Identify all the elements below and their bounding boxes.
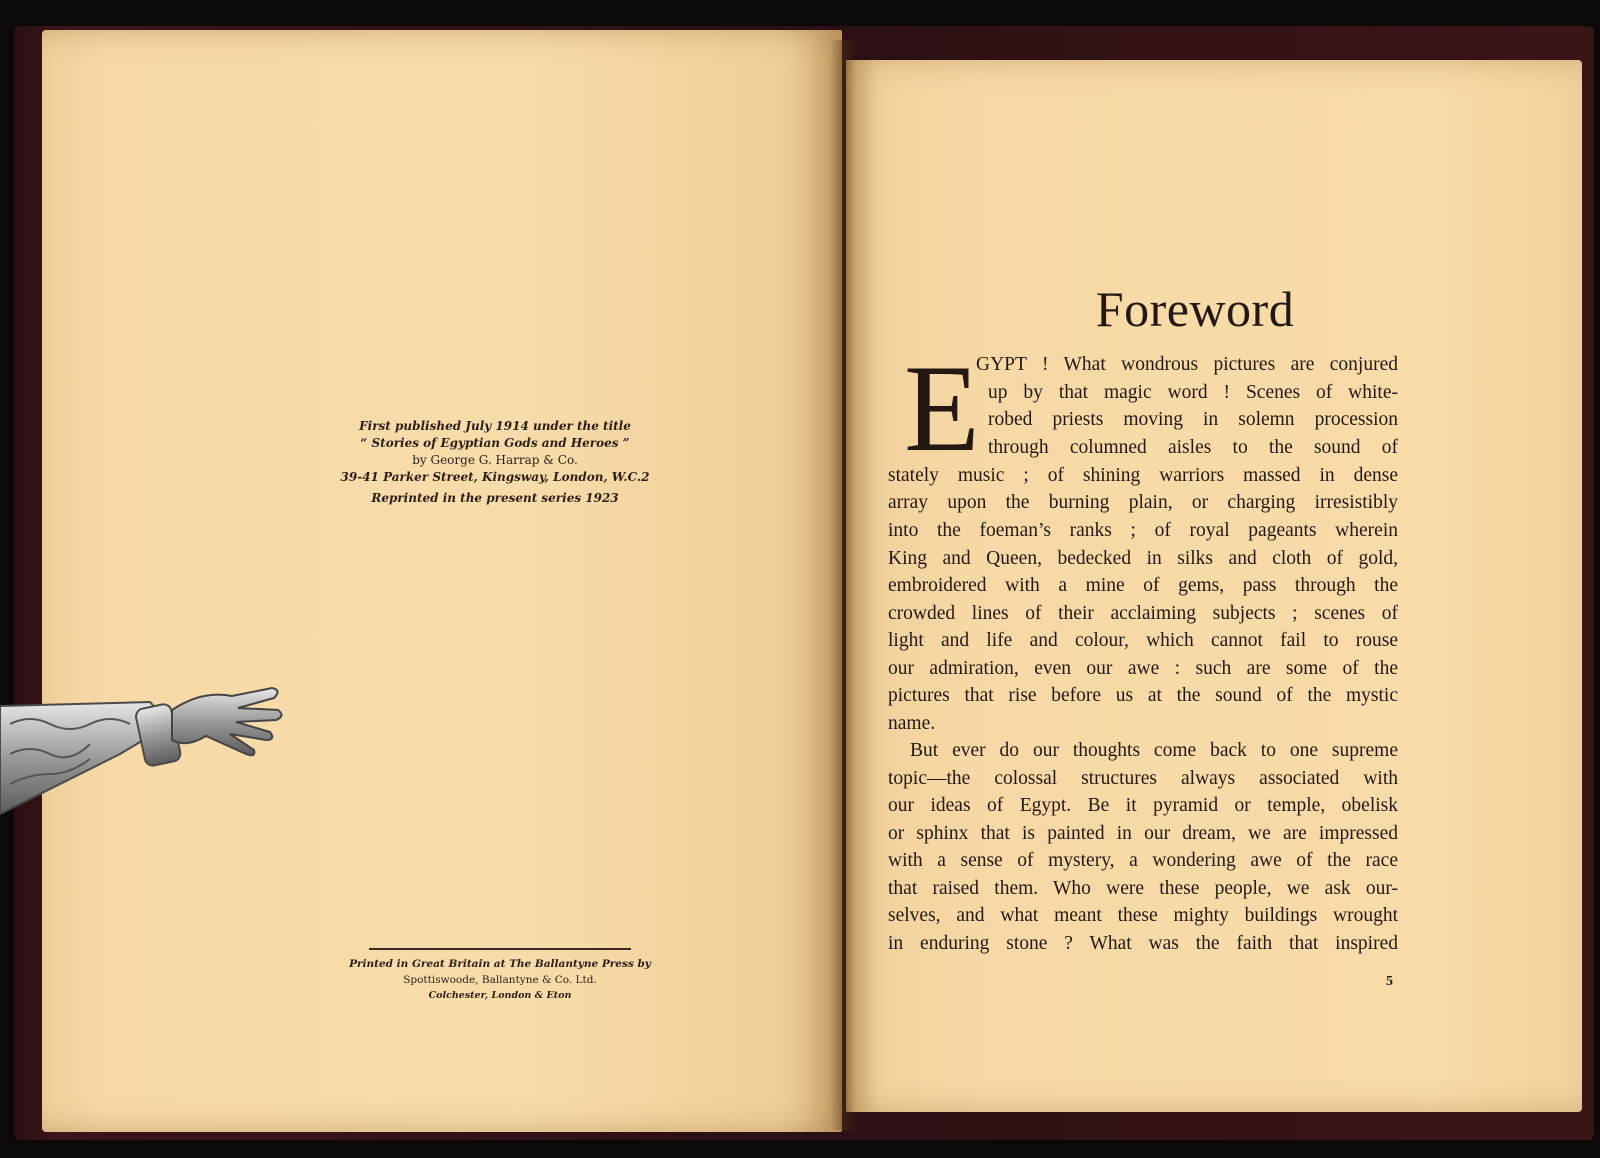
colophon-line: Printed in Great Britain at The Ballantyne Press by (349, 958, 651, 970)
text-line: light and life and colour, which cannot fail to rouse (888, 630, 1398, 651)
imprint-line: First published July 1914 under the title (359, 419, 631, 433)
text-line: or sphinx that is painted in our dream, we are impressed (888, 823, 1398, 844)
imprint-line: 39-41 Parker Street, Kingsway, London, W.C.2 (340, 470, 650, 484)
text-line: up by that magic word ! Scenes of white- (988, 382, 1398, 403)
drop-cap: E (904, 340, 980, 477)
imprint-line: by George G. Harrap & Co. (412, 453, 578, 467)
text-line: stately music ; of shining warriors massed in dense (888, 465, 1398, 486)
page-title: Foreword (1095, 281, 1295, 337)
text-line: into the foeman’s ranks ; of royal pageants wherein (888, 520, 1398, 541)
text-line: embroidered with a mine of gems, pass through the (888, 575, 1398, 596)
text-line: But ever do our thoughts come back to one supreme (910, 740, 1398, 761)
text-line: pictures that rise before us at the sound of the mystic (888, 685, 1398, 706)
imprint-line: Reprinted in the present series 1923 (371, 491, 619, 505)
text-line: through columned aisles to the sound of (988, 437, 1398, 458)
page-number: 5 (1386, 974, 1393, 989)
text-line: array upon the burning plain, or charging irresistibly (888, 492, 1398, 513)
book-gutter (830, 40, 856, 1130)
text-line: in enduring stone ? What was the faith that inspired (888, 933, 1398, 954)
colophon-rule (369, 948, 631, 950)
colophon-line: Spottiswoode, Ballantyne & Co. Ltd. (403, 974, 597, 986)
text-line: crowded lines of their acclaiming subjects ; scenes of (888, 603, 1398, 624)
colophon-line: Colchester, London & Eton (428, 990, 572, 1001)
copyright-imprint (320, 418, 670, 507)
text-line: with a sense of mystery, a wondering awe of the race (888, 850, 1398, 871)
text-line: name. (888, 713, 936, 734)
text-line: topic—the colossal structures always associated with (888, 768, 1398, 789)
text-line: robed priests moving in solemn procession (988, 409, 1398, 430)
hand-bookmark-icon (0, 684, 300, 834)
text-line: GYPT ! What wondrous pictures are conjured (976, 354, 1398, 375)
imprint-line: “ Stories of Egyptian Gods and Heroes ” (360, 436, 630, 450)
text-line: that raised them. Who were these people, we ask our- (888, 878, 1398, 899)
text-line: selves, and what meant these mighty buildings wrought (888, 905, 1398, 926)
text-line: our admiration, even our awe : such are some of the (888, 658, 1398, 679)
text-line: King and Queen, bedecked in silks and cloth of gold, (888, 548, 1398, 569)
printer-colophon (320, 948, 680, 1004)
text-line: our ideas of Egypt. Be it pyramid or temple, obelisk (888, 795, 1398, 816)
